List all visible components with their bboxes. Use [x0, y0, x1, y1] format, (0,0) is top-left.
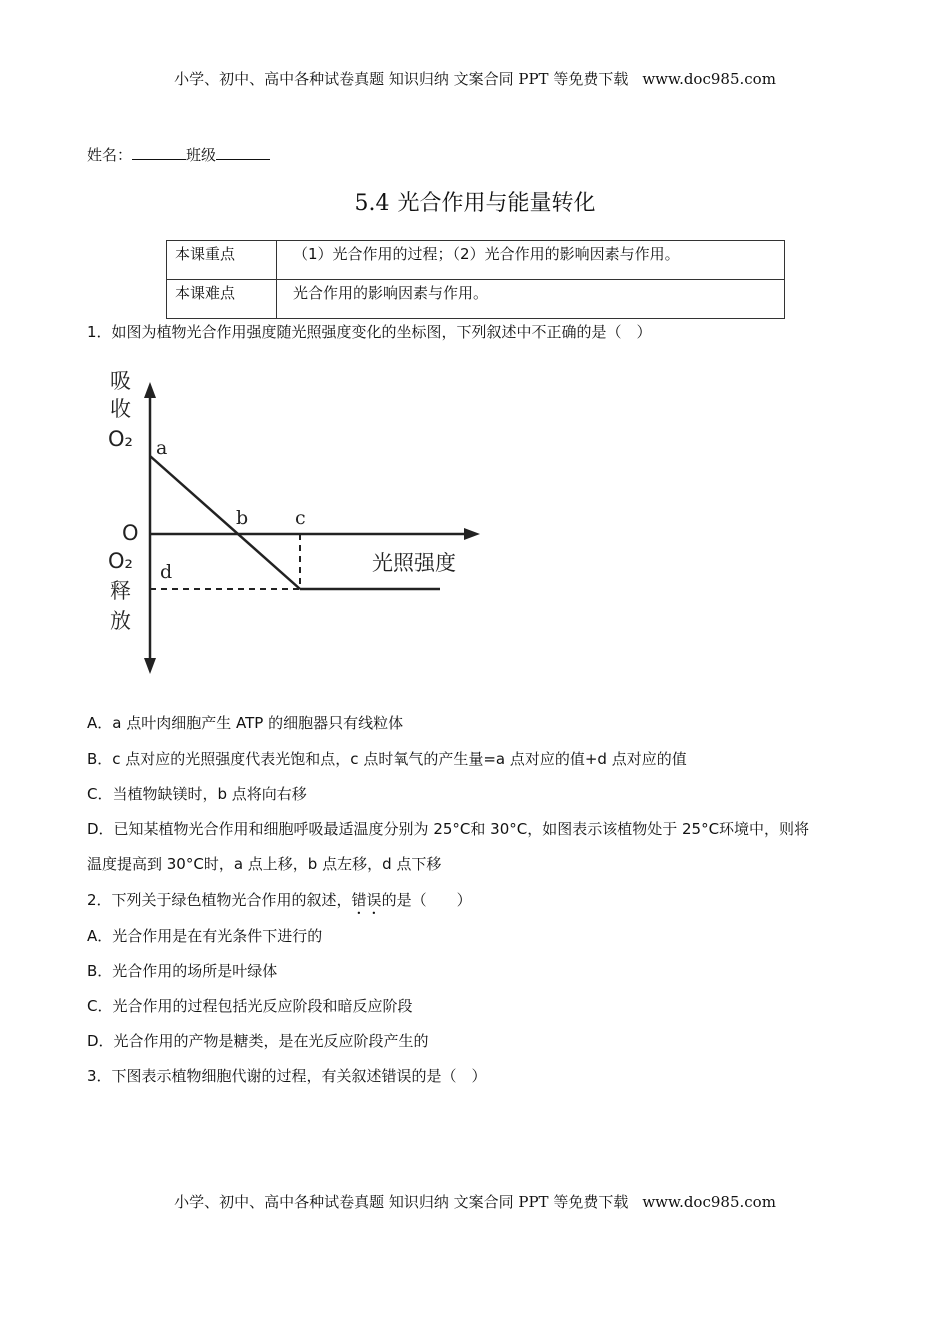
- point-d-label: d: [160, 561, 173, 583]
- q2-stem: [87, 889, 472, 918]
- key-points-table: [166, 240, 785, 319]
- section-title: 光合作用与能量转化: [397, 191, 596, 216]
- q2-option-c: C．光合作用的过程包括光反应阶段和暗反应阶段: [87, 997, 413, 1015]
- x-axis-label: 光照强度: [372, 551, 456, 575]
- point-a-label: a: [156, 437, 168, 459]
- name-blank[interactable]: [132, 145, 186, 160]
- footer-site[interactable]: www.doc985.com: [642, 1193, 776, 1211]
- q1-option-a: A．a 点叶肉细胞产生 ATP 的细胞器只有线粒体: [87, 714, 404, 732]
- page-header: [0, 68, 950, 89]
- y-arrow-up: [144, 382, 156, 398]
- q2-option-b: B．光合作用的场所是叶绿体: [87, 962, 278, 980]
- value-cell: （1）光合作用的过程；（2）光合作用的影响因素与作用。: [277, 241, 785, 280]
- point-b-label: b: [236, 507, 249, 529]
- key-cell: 本课难点: [167, 280, 277, 319]
- student-info: [87, 144, 270, 165]
- y-arrow-down: [144, 658, 156, 674]
- curve-line: [150, 456, 300, 589]
- q2-stem-pre: 2．下列关于绿色植物光合作用的叙述，: [87, 891, 352, 909]
- header-site[interactable]: www.doc985.com: [642, 70, 776, 88]
- table-row: [167, 280, 785, 319]
- page-footer: [0, 1191, 950, 1212]
- q3-stem: 3．下图表示植物细胞代谢的过程，有关叙述错误的是（ ）: [87, 1067, 487, 1085]
- y-top-label-3: O₂: [108, 427, 133, 451]
- q2-stem-post: 的是（ ）: [381, 891, 472, 909]
- x-arrow: [464, 528, 480, 540]
- name-label: 姓名：: [87, 146, 133, 164]
- y-bottom-label-2: 释: [110, 579, 131, 603]
- q1-option-b: B．c 点对应的光照强度代表光饱和点，c 点时氧气的产生量=a 点对应的值+d 点对应的值: [87, 750, 687, 768]
- class-blank[interactable]: [216, 145, 270, 160]
- value-cell: 光合作用的影响因素与作用。: [277, 280, 785, 319]
- q2-stem-emph: 错误: [351, 891, 382, 909]
- q2-option-a: A．光合作用是在有光条件下进行的: [87, 927, 323, 945]
- key-cell: 本课重点: [167, 241, 277, 280]
- q2-option-d: D．光合作用的产物是糖类，是在光反应阶段产生的: [87, 1032, 429, 1050]
- page-title: [0, 186, 950, 217]
- photosynthesis-graph: [100, 360, 500, 680]
- q1-option-d-cont: 温度提高到 30°C时，a 点上移，b 点左移，d 点下移: [87, 855, 442, 873]
- footer-text: 小学、初中、高中各种试卷真题 知识归纳 文案合同 PPT 等免费下载: [174, 1193, 629, 1211]
- header-text: 小学、初中、高中各种试卷真题 知识归纳 文案合同 PPT 等免费下载: [174, 70, 629, 88]
- y-top-label-1: 吸: [110, 369, 131, 393]
- y-top-label-2: 收: [110, 397, 131, 421]
- q1-stem: 1．如图为植物光合作用强度随光照强度变化的坐标图，下列叙述中不正确的是（ ）: [87, 323, 652, 341]
- q1-option-d: D．已知某植物光合作用和细胞呼吸最适温度分别为 25°C和 30°C，如图表示该植物处于 25°C环境中，则将: [87, 820, 810, 838]
- section-number: 5.4: [354, 191, 390, 216]
- y-bottom-label-1: O₂: [108, 549, 133, 573]
- table-row: [167, 241, 785, 280]
- point-c-label: c: [295, 507, 306, 529]
- origin-label: O: [122, 521, 139, 545]
- q1-option-c: C．当植物缺镁时，b 点将向右移: [87, 785, 307, 803]
- y-bottom-label-3: 放: [110, 609, 131, 633]
- class-label: 班级: [186, 146, 217, 164]
